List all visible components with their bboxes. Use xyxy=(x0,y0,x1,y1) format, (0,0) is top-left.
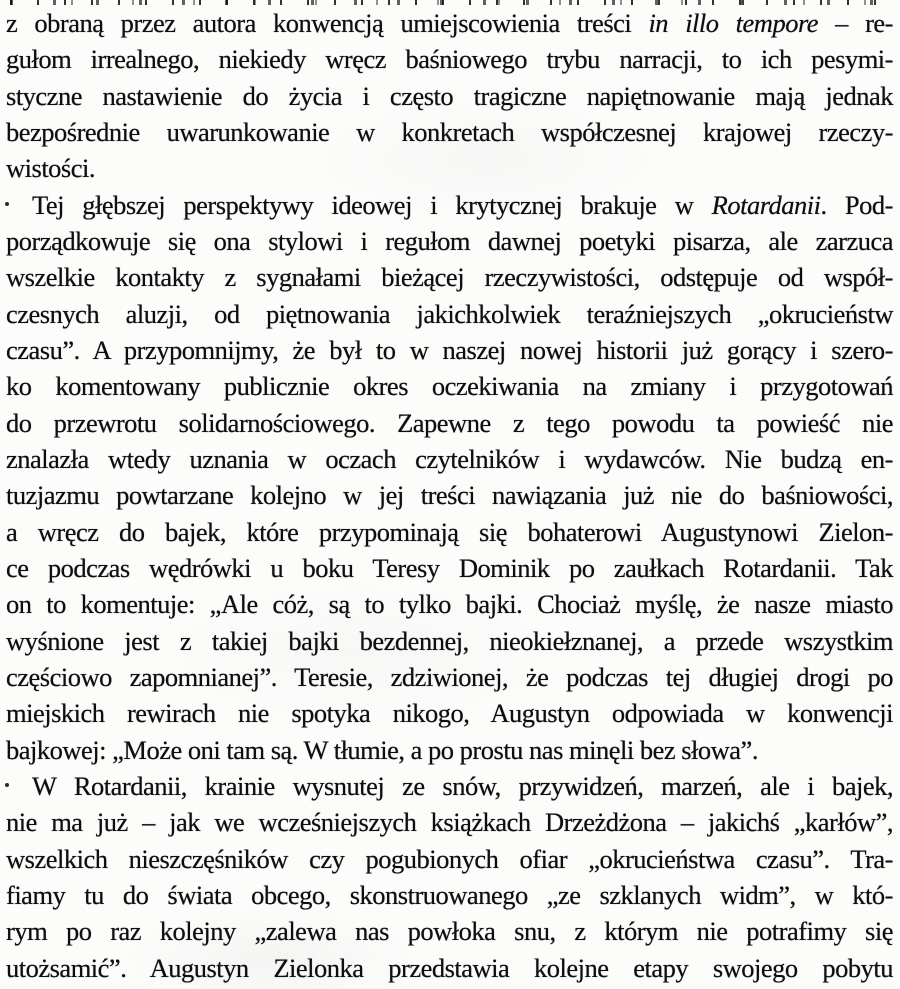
text-segment: z obraną przez autora konwencją umiejscowienia treści xyxy=(6,8,649,38)
text-segment: miejskich rewirach nie spotyka nikogo, Augustyn odpowiada w konwencji xyxy=(6,698,893,729)
text-segment: wszelkie kontakty z sygnałami bieżącej rzeczywistości, odstępuje od współ- xyxy=(6,262,893,293)
text-segment: wistości. xyxy=(6,153,95,184)
text-segment: gułom irrealnego, niekiedy wręcz baśniowego trybu narracji, to ich pesymi- xyxy=(6,44,893,75)
margin-dot-artifact xyxy=(5,202,9,206)
text-segment: – re- xyxy=(818,8,893,38)
text-line xyxy=(6,441,893,477)
text-segment: znalazła wtedy uznania w oczach czytelników i wydawców. Nie budzą en- xyxy=(6,443,893,474)
text-segment: ko komentowany publicznie okres oczekiwania na zmiany i przygotowań xyxy=(6,371,893,402)
text-line xyxy=(6,913,893,949)
paragraph xyxy=(6,768,893,986)
text-segment: Tej głębszej perspektywy ideowej i krytycznej brakuje w xyxy=(32,189,712,220)
paragraph xyxy=(6,5,893,187)
text-line xyxy=(6,296,893,332)
text-segment: ce podczas wędrówki u boku Teresy Dominik po zaułkach Rotardanii. Tak xyxy=(6,552,893,583)
italic-phrase: Rotardanii xyxy=(711,189,821,220)
text-line xyxy=(6,732,893,768)
text-line xyxy=(6,514,893,550)
text-segment: czesnych aluzji, od piętnowania jakichkolwiek teraźniejszych „okrucieństw xyxy=(6,298,893,329)
text-line xyxy=(6,187,893,223)
text-segment: nie ma już – jak we wcześniejszych książkach Drzeżdżona – jakichś „karłów”, xyxy=(6,807,893,838)
text-line xyxy=(6,659,893,695)
text-line xyxy=(6,114,893,150)
margin-dot-artifact xyxy=(5,783,9,787)
text-segment: styczne nastawienie do życia i często tragiczne napiętnowanie mają jednak xyxy=(6,80,893,111)
text-line xyxy=(6,259,893,295)
italic-phrase: in illo tempore xyxy=(648,8,819,38)
text-segment: fiamy tu do świata obcego, skonstruowanego „ze szklanych widm”, w któ- xyxy=(6,879,893,910)
text-segment: wszelkich nieszczęśników czy pogubionych ofiar „okrucieństwa czasu”. Tra- xyxy=(6,843,893,874)
text-segment: częściowo zapomnianej”. Teresie, zdziwionej, że podczas tej długiej drogi po xyxy=(6,661,893,692)
text-line xyxy=(6,5,893,41)
text-line xyxy=(6,368,893,404)
text-line xyxy=(6,841,893,877)
text-line xyxy=(6,877,893,913)
text-line xyxy=(6,586,893,622)
page-text xyxy=(6,5,893,986)
text-segment: on to komentuje: „Ale cóż, są to tylko bajki. Chociaż myślę, że nasze miasto xyxy=(6,589,893,620)
text-segment: a wręcz do bajek, które przypominają się bohaterowi Augustynowi Zielon- xyxy=(6,516,893,547)
text-line xyxy=(6,804,893,840)
text-line xyxy=(6,477,893,513)
text-segment: do przewrotu solidarnościowego. Zapewne z tego powodu ta powieść nie xyxy=(6,407,893,438)
text-segment: . Pod- xyxy=(820,189,893,220)
text-line xyxy=(6,623,893,659)
paragraph xyxy=(6,187,893,768)
text-segment: W Rotardanii, krainie wysnutej ze snów, przywidzeń, marzeń, ale i bajek, xyxy=(32,770,893,801)
text-segment: tuzjazmu powtarzane kolejno w jej treści nawiązania już nie do baśniowości, xyxy=(6,480,893,511)
text-line xyxy=(6,950,893,986)
text-line xyxy=(6,550,893,586)
text-segment: porządkowuje się ona stylowi i regułom dawnej poetyki pisarza, ale zarzuca xyxy=(6,225,893,256)
text-line xyxy=(6,223,893,259)
text-line xyxy=(6,332,893,368)
text-segment: wyśnione jest z takiej bajki bezdennej, nieokiełznanej, a przede wszystkim xyxy=(6,625,893,656)
text-segment: bajkowej: „Może oni tam są. W tłumie, a po prostu nas minęli bez słowa”. xyxy=(6,734,758,765)
text-line xyxy=(6,768,893,804)
text-segment: bezpośrednie uwarunkowanie w konkretach współczesnej krajowej rzeczy- xyxy=(6,116,893,147)
text-line xyxy=(6,78,893,114)
text-line xyxy=(6,150,893,186)
text-line xyxy=(6,41,893,77)
text-segment: rym po raz kolejny „zalewa nas powłoka snu, z którym nie potrafimy się xyxy=(6,916,893,947)
text-segment: czasu”. A przypomnijmy, że był to w naszej nowej historii już gorący i szero- xyxy=(6,334,893,365)
text-line xyxy=(6,405,893,441)
text-segment: utożsamić”. Augustyn Zielonka przedstawia kolejne etapy swojego pobytu xyxy=(6,952,893,983)
text-line xyxy=(6,695,893,731)
